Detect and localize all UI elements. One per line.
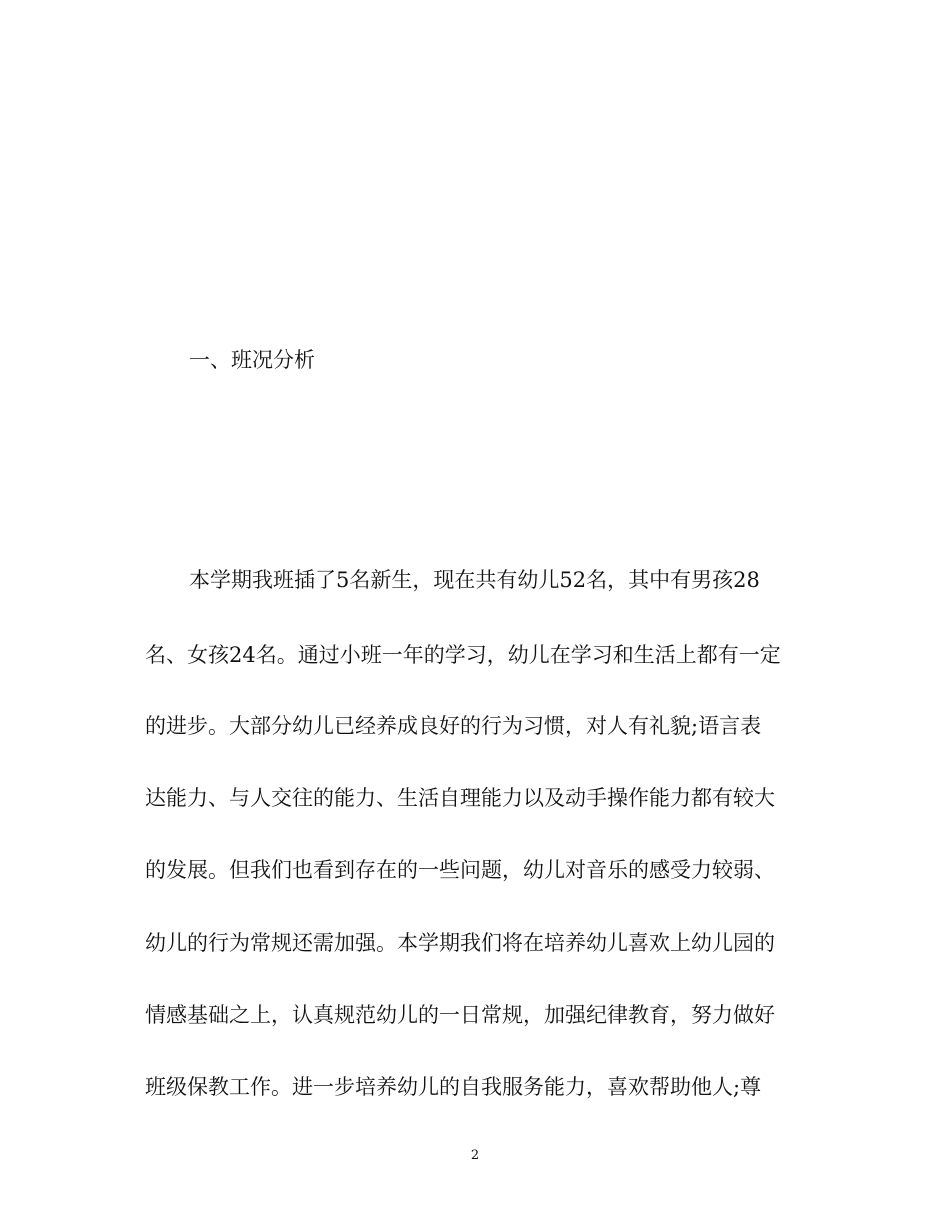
paragraph-line: 的进步。大部分幼儿已经养成良好的行为习惯，对人有礼貌;语言表 bbox=[145, 714, 762, 738]
paragraph-line: 达能力、与人交往的能力、生活自理能力以及动手操作能力都有较大 bbox=[145, 786, 775, 810]
page-number: 2 bbox=[470, 1148, 480, 1163]
paragraph-line: 班级保教工作。进一步培养幼儿的自我服务能力，喜欢帮助他人;尊 bbox=[145, 1075, 762, 1099]
paragraph-line: 本学期我班插了5名新生，现在共有幼儿52名，其中有男孩28 bbox=[189, 568, 760, 592]
section-heading: 一、班况分析 bbox=[189, 348, 315, 372]
paragraph-line: 的发展。但我们也看到存在的一些问题，幼儿对音乐的感受力较弱、 bbox=[145, 858, 775, 882]
paragraph-line: 幼儿的行为常规还需加强。本学期我们将在培养幼儿喜欢上幼儿园的 bbox=[145, 931, 775, 955]
paragraph-line: 情感基础之上，认真规范幼儿的一日常规，加强纪律教育，努力做好 bbox=[145, 1003, 775, 1027]
paragraph-line: 名、女孩24名。通过小班一年的学习，幼儿在学习和生活上都有一定 bbox=[145, 643, 781, 667]
